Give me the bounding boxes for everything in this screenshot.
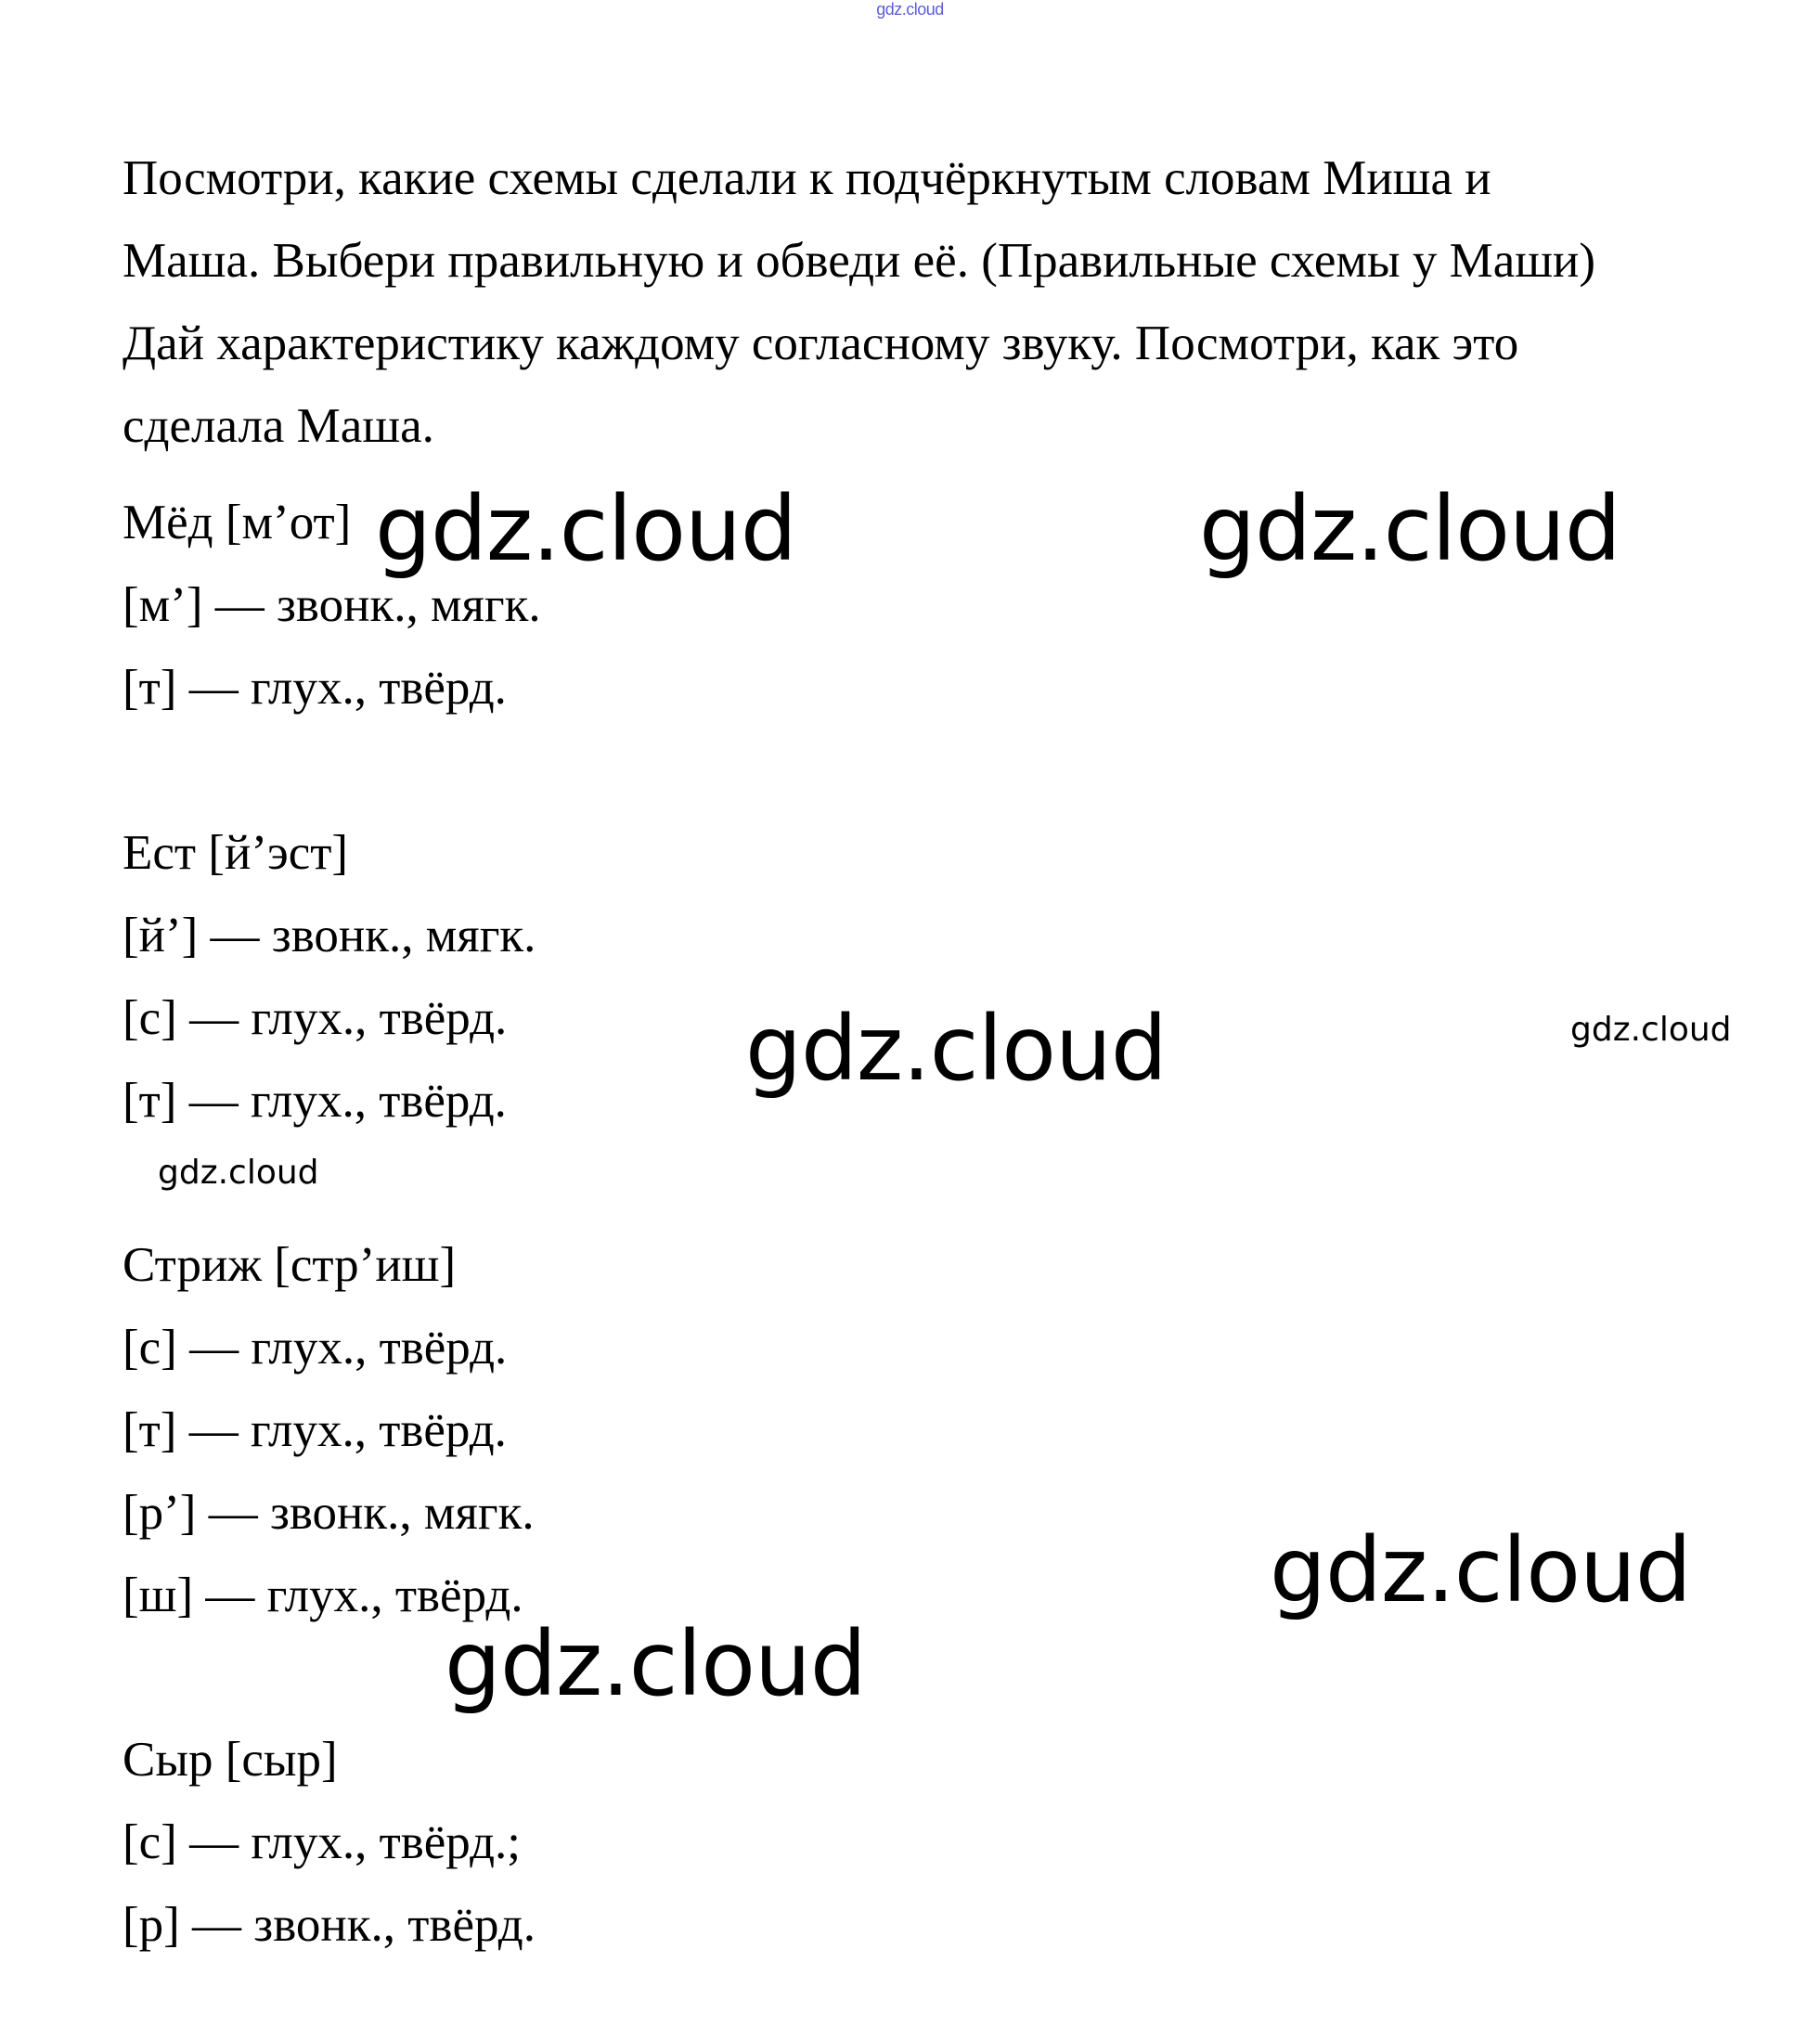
- task-instructions: [123, 137, 1784, 468]
- instruction-line: Маша. Выбери правильную и обведи её. (Правильные схемы у Маши): [123, 234, 1596, 288]
- sound-characteristic: [т] — глух., твёрд.: [123, 1074, 507, 1128]
- header-watermark: gdz.cloud: [876, 0, 944, 19]
- sound-characteristic: [ш] — глух., твёрд.: [123, 1569, 523, 1622]
- sound-characteristic: [с] — глух., твёрд.;: [123, 1815, 522, 1869]
- sound-characteristic: [с] — глух., твёрд.: [123, 991, 508, 1045]
- instruction-line: Посмотри, какие схемы сделали к подчёркнутым словам Миша и: [123, 151, 1491, 205]
- sound-characteristic: [с] — глух., твёрд.: [123, 1321, 508, 1375]
- sound-characteristic: [р] — звонк., твёрд.: [123, 1898, 536, 1952]
- watermark: gdz.cloud: [1570, 1011, 1732, 1049]
- sound-characteristic: [т] — глух., твёрд.: [123, 1403, 507, 1457]
- word-title: Мёд [м’от]: [123, 496, 352, 549]
- instruction-line: Дай характеристику каждому согласному звуку. Посмотри, как это: [123, 316, 1519, 370]
- instruction-line: сделала Маша.: [123, 399, 434, 453]
- watermark: gdz.cloud: [1270, 1518, 1691, 1622]
- sound-characteristic: [р’] — звонк., мягк.: [123, 1486, 535, 1540]
- word-title: Стриж [стр’иш]: [123, 1238, 457, 1292]
- watermark: gdz.cloud: [745, 997, 1167, 1101]
- sound-characteristic: [м’] — звонк., мягк.: [123, 578, 541, 632]
- watermark: gdz.cloud: [1199, 477, 1620, 581]
- watermark: gdz.cloud: [445, 1612, 866, 1716]
- watermark: gdz.cloud: [158, 1154, 319, 1192]
- word-title: Ест [й’эст]: [123, 826, 349, 880]
- sound-characteristic: [й’] — звонк., мягк.: [123, 909, 536, 962]
- word-title: Сыр [сыр]: [123, 1733, 338, 1787]
- sound-characteristic: [т] — глух., твёрд.: [123, 661, 507, 715]
- watermark: gdz.cloud: [375, 477, 796, 581]
